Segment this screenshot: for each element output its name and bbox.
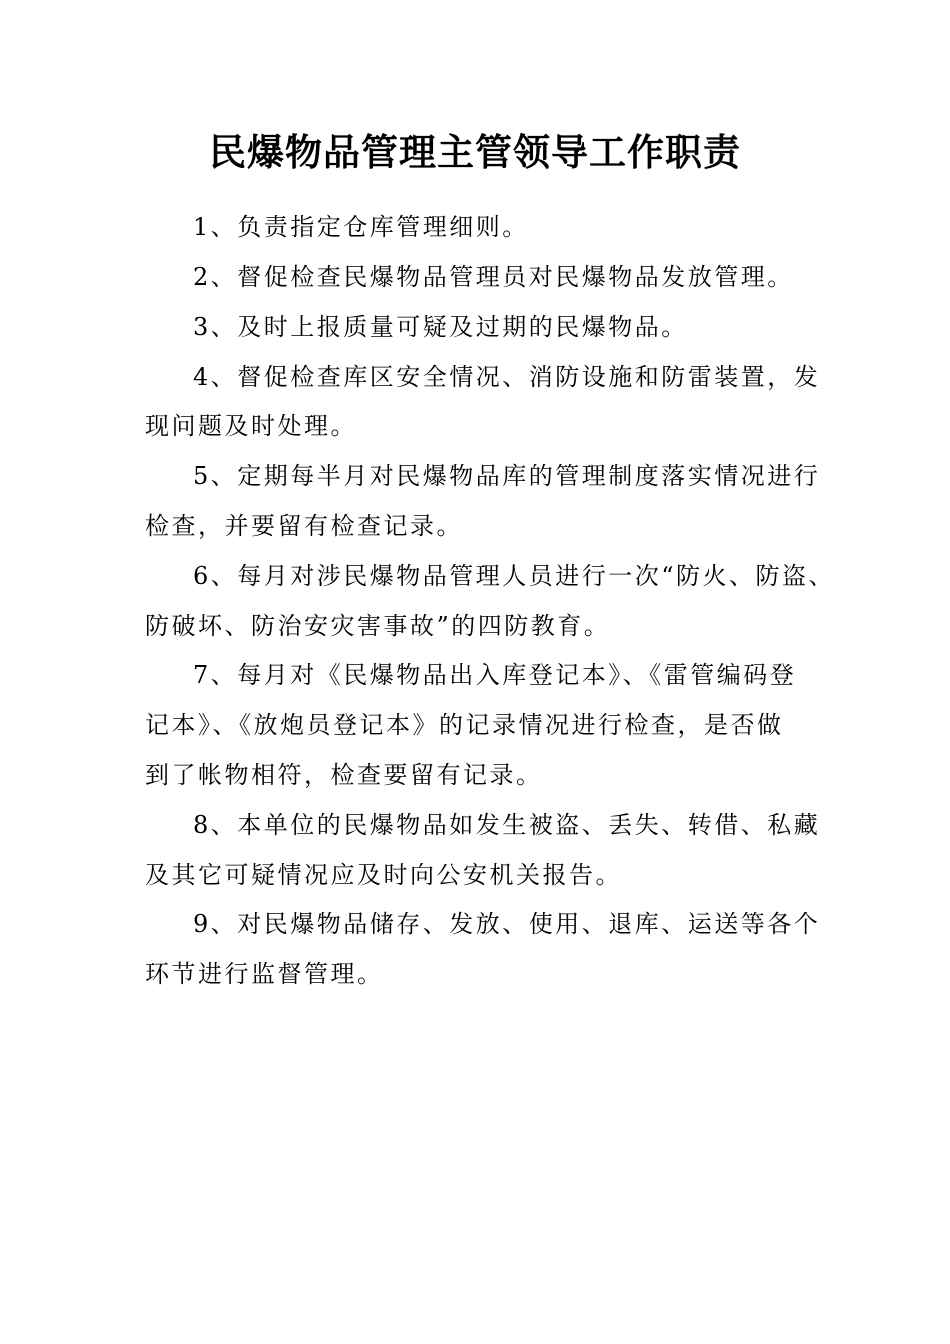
item-8-line-1: 8、本单位的民爆物品如发生被盗、丢失、转借、私藏 xyxy=(193,811,821,839)
document-title: 民爆物品管理主管领导工作职责 xyxy=(209,131,741,174)
item-8-line-2: 及其它可疑情况应及时向公安机关报告。 xyxy=(145,861,622,889)
item-9-line-1: 9、对民爆物品储存、发放、使用、退库、运送等各个 xyxy=(193,910,821,938)
item-6-line-1: 6、每月对涉民爆物品管理人员进行一次“防火、防盗、 xyxy=(193,562,836,590)
item-7-line-2: 记本》、《放炮员登记本》的记录情况进行检查，是否做 xyxy=(145,711,784,739)
item-2-line-1: 2、督促检查民爆物品管理员对民爆物品发放管理。 xyxy=(193,263,794,291)
item-3-line-1: 3、及时上报质量可疑及过期的民爆物品。 xyxy=(193,313,688,341)
item-7-line-3: 到了帐物相符，检查要留有记录。 xyxy=(145,761,543,789)
item-7-line-1: 7、每月对《民爆物品出入库登记本》、《雷管编码登 xyxy=(193,661,797,689)
item-5-line-2: 检查，并要留有检查记录。 xyxy=(145,512,463,540)
item-4-line-2: 现问题及时处理。 xyxy=(145,412,357,440)
item-1-line-1: 1、负责指定仓库管理细则。 xyxy=(193,213,529,241)
item-6-line-2: 防破坏、防治安灾害事故”的四防教育。 xyxy=(145,612,611,640)
item-9-line-2: 环节进行监督管理。 xyxy=(145,960,384,988)
item-4-line-1: 4、督促检查库区安全情况、消防设施和防雷装置，发 xyxy=(193,363,821,391)
item-5-line-1: 5、定期每半月对民爆物品库的管理制度落实情况进行 xyxy=(193,462,821,490)
